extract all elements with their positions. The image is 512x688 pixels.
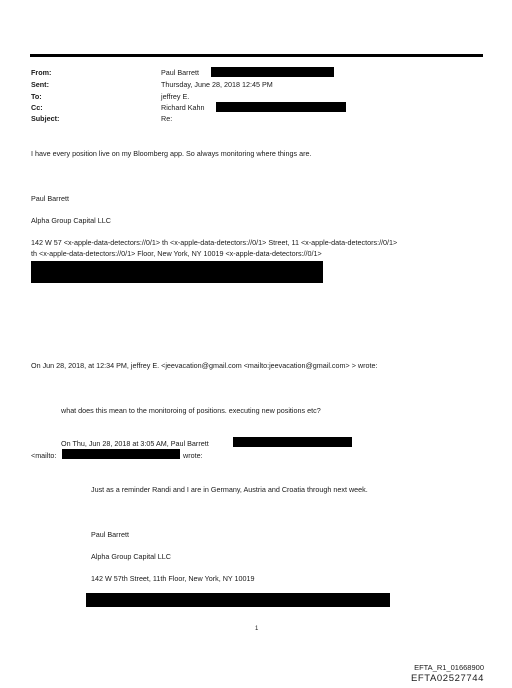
nested-reply-text: Just as a reminder Randi and I are in Germany, Austria and Croatia through next week. bbox=[91, 485, 368, 494]
from-label: From: bbox=[31, 68, 52, 77]
nested-signature-company: Alpha Group Capital LLC bbox=[91, 552, 171, 561]
redaction-signature-block bbox=[31, 261, 323, 283]
nested-signature-name: Paul Barrett bbox=[91, 530, 129, 539]
footer-bates-number: EFTA02527744 bbox=[410, 673, 484, 684]
redaction-cc-email bbox=[216, 102, 346, 112]
cc-label: Cc: bbox=[31, 103, 43, 112]
header-rule bbox=[30, 54, 483, 57]
sent-value: Thursday, June 28, 2018 12:45 PM bbox=[161, 80, 273, 89]
to-label: To: bbox=[31, 92, 42, 101]
sent-label: Sent: bbox=[31, 80, 49, 89]
footer-document-id: EFTA_R1_01668900 bbox=[414, 663, 484, 672]
to-value: jeffrey E. bbox=[161, 92, 190, 101]
quoted-reply-text: what does this mean to the monitoroing of positions. executing new positions etc? bbox=[61, 406, 321, 415]
signature-company: Alpha Group Capital LLC bbox=[31, 216, 111, 225]
redaction-nested-mailto bbox=[62, 449, 180, 459]
signature-address-line1: 142 W 57 <x-apple-data-detectors://0/1> th <x-apple-data-detectors://0/1> Street, 11 <x-apple-data-detectors://0/1> bbox=[31, 238, 398, 247]
nested-reply-wrote: wrote: bbox=[183, 451, 203, 460]
subject-label: Subject: bbox=[31, 114, 60, 123]
nested-signature-address: 142 W 57th Street, 11th Floor, New York, NY 10019 bbox=[91, 574, 255, 583]
page-number: 1 bbox=[255, 626, 259, 632]
from-value: Paul Barrett bbox=[161, 68, 199, 77]
subject-value: Re: bbox=[161, 114, 173, 123]
redaction-nested-email bbox=[233, 437, 352, 447]
redaction-from-email bbox=[211, 67, 334, 77]
signature-address-line2: th <x-apple-data-detectors://0/1> Floor, New York, NY 10019 <x-apple-data-detectors://0/1> bbox=[31, 249, 322, 258]
body-text: I have every position live on my Bloomberg app. So always monitoring where things are. bbox=[31, 149, 312, 158]
signature-name: Paul Barrett bbox=[31, 194, 69, 203]
redaction-nested-signature bbox=[86, 593, 390, 607]
nested-reply-mailto: <mailto: bbox=[31, 451, 57, 460]
cc-value: Richard Kahn bbox=[161, 103, 205, 112]
nested-reply-header: On Thu, Jun 28, 2018 at 3:05 AM, Paul Barrett bbox=[61, 439, 209, 448]
quoted-reply-header: On Jun 28, 2018, at 12:34 PM, jeffrey E. <jeevacation@gmail.com <mailto:jeevacation@gmail.com> > wrote: bbox=[31, 361, 378, 370]
